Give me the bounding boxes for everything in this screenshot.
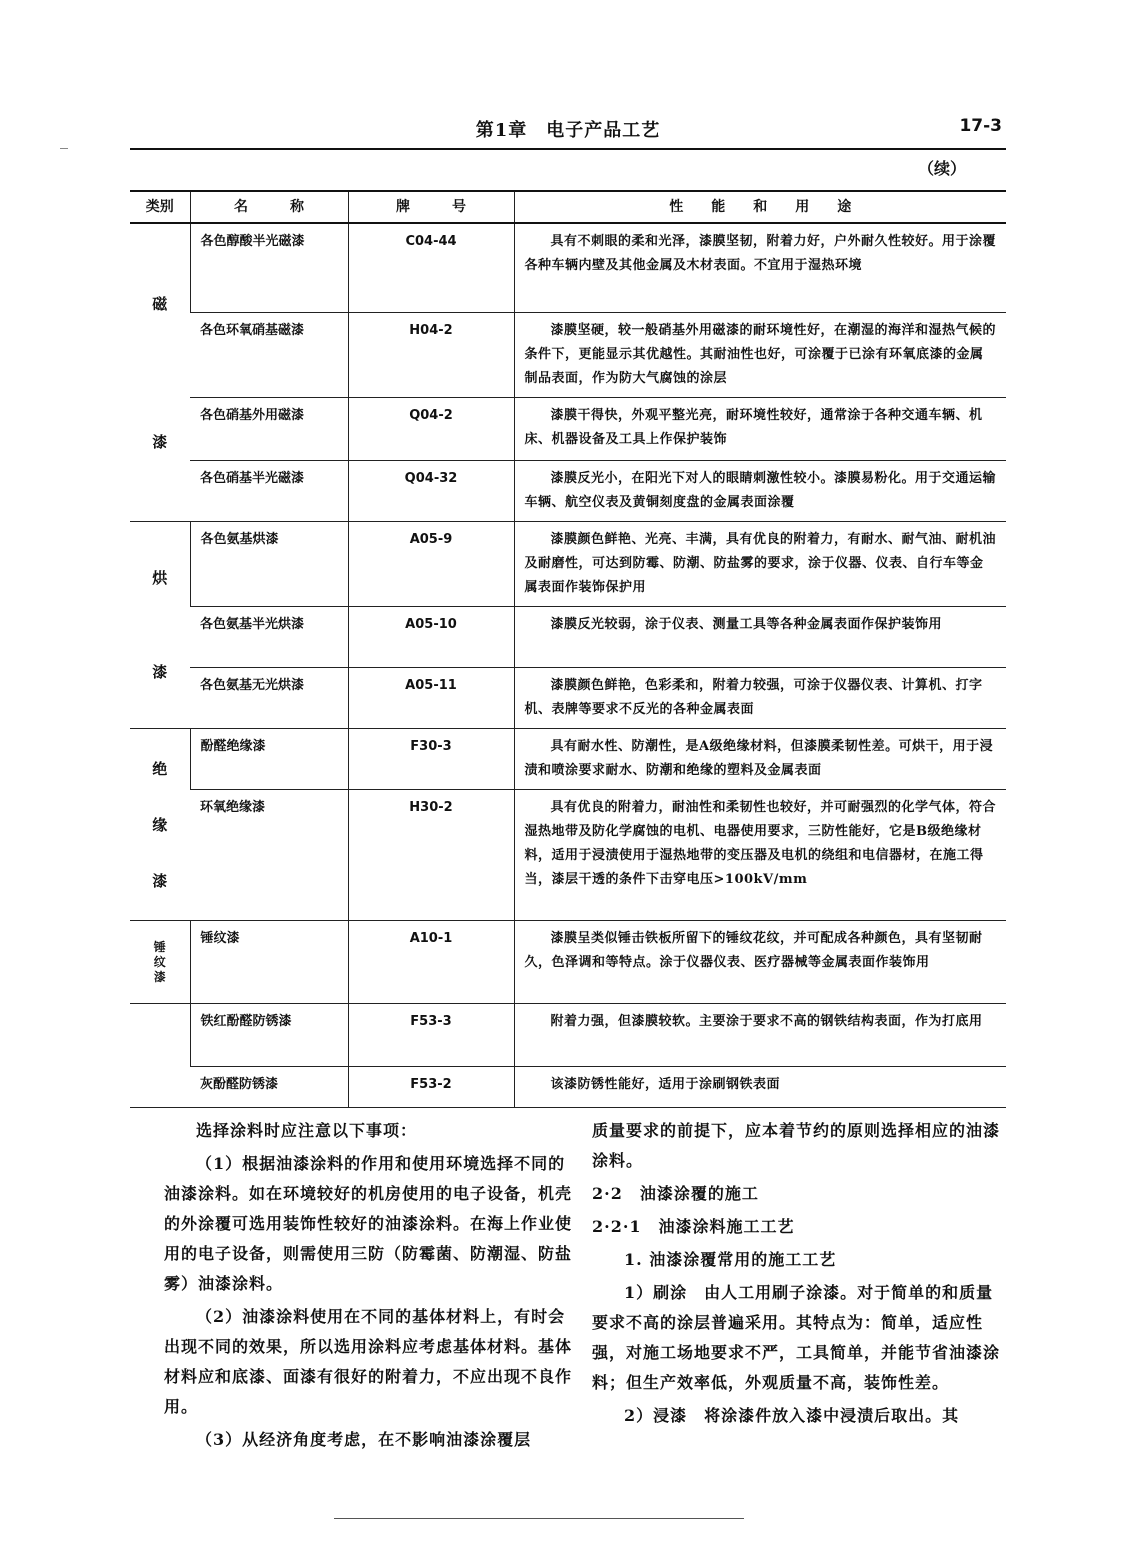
- table-row: [130, 607, 1006, 668]
- body-paragraph: 选择涂料时应注意以下事项：: [196, 1121, 418, 1140]
- table-row: [130, 1067, 1006, 1108]
- paint-description-cell: 具有耐水性、防潮性，是A级绝缘材料，但漆膜柔韧性差。可烘干，用于浸渍和喷涂要求耐水、防潮和绝缘的塑料及金属表面: [514, 729, 1006, 790]
- section-heading: 2·2 油漆涂覆的施工: [592, 1184, 759, 1203]
- paint-code-cell: A10-1: [348, 921, 514, 1004]
- table-row: [130, 790, 1006, 921]
- paint-description-cell: 漆膜呈类似锤击铁板所留下的锤纹花纹，并可配成各种颜色，具有坚韧耐久，色泽调和等特点。涂于仪器仪表、医疗器械等金属表面作装饰用: [514, 921, 1006, 1004]
- footer-rule: [334, 1518, 744, 1519]
- paint-code-cell: C04-44: [348, 223, 514, 313]
- category-cell: [130, 223, 190, 522]
- header-category: 类别: [130, 191, 190, 223]
- category-char: 绝: [152, 759, 168, 778]
- body-paragraph: 质量要求的前提下，应本着节约的原则选择相应的油漆涂料。: [592, 1121, 1001, 1170]
- paint-description-cell: 附着力强，但漆膜较软。主要涂于要求不高的钢铁结构表面，作为打底用: [514, 1004, 1006, 1067]
- paint-name-cell: 各色环氧硝基磁漆: [190, 313, 348, 398]
- category-char: 纹: [153, 954, 166, 969]
- header-code: 牌 号: [348, 191, 514, 223]
- paint-description-cell: 具有优良的附着力，耐油性和柔韧性也较好，并可耐强烈的化学气体，符合湿热地带及防化学腐蚀的电机、电器使用要求，三防性能好，它是B级绝缘材料，适用于浸渍使用于湿热地带的变压器及电机的绕组和电信器材，在施工得当，漆层干透的条件下击穿电压>100kV/mm: [514, 790, 1006, 921]
- paint-description-cell: 具有不刺眼的柔和光泽，漆膜坚韧，附着力好，户外耐久性较好。用于涂覆各种车辆内壁及其他金属及木材表面。不宜用于湿热环境: [514, 223, 1006, 313]
- body-paragraph: （2）油漆涂料使用在不同的基体材料上，有时会出现不同的效果，所以选用涂料应考虑基体材料。基体材料应和底漆、面漆有很好的附着力，不应出现不良作用。: [164, 1307, 573, 1416]
- paint-name-cell: 酚醛绝缘漆: [190, 729, 348, 790]
- paint-name-cell: 各色硝基半光磁漆: [190, 461, 348, 522]
- category-char: 漆: [153, 969, 166, 984]
- paint-name-cell: 铁红酚醛防锈漆: [190, 1004, 348, 1067]
- paint-name-cell: 灰酚醛防锈漆: [190, 1067, 348, 1108]
- scan-speck: [60, 148, 68, 149]
- page-number: 17-3: [959, 116, 1002, 136]
- category-char: 漆: [152, 871, 168, 890]
- category-char: 锤: [153, 939, 166, 954]
- table-row: [130, 1004, 1006, 1067]
- table-row: [130, 461, 1006, 522]
- category-char: 缘: [152, 815, 168, 834]
- body-paragraph: 2）浸漆 将涂漆件放入漆中浸渍后取出。其: [624, 1406, 960, 1425]
- paint-code-cell: H30-2: [348, 790, 514, 921]
- body-paragraph: 1）刷涂 由人工用刷子涂漆。对于简单的和质量要求不高的涂层普遍采用。其特点为：简单，适应性强，对施工场地要求不严，工具简单，并能节省油漆涂料；但生产效率低，外观质量不高，装饰性差。: [592, 1283, 1001, 1392]
- category-cell: [130, 729, 190, 921]
- section-heading: 2·2·1 油漆涂料施工工艺: [592, 1217, 795, 1236]
- category-char: 磁: [152, 294, 168, 313]
- paint-description-cell: 该漆防锈性能好，适用于涂刷钢铁表面: [514, 1067, 1006, 1108]
- right-text-column: [592, 1116, 1004, 1434]
- header-name: 名 称: [190, 191, 348, 223]
- table-body: [130, 223, 1006, 1108]
- paint-code-cell: Q04-32: [348, 461, 514, 522]
- table-row: [130, 313, 1006, 398]
- paint-code-cell: F53-3: [348, 1004, 514, 1067]
- paint-name-cell: 各色氨基烘漆: [190, 522, 348, 607]
- header-properties: 性 能 和 用 途: [514, 191, 1006, 223]
- table-row: [130, 398, 1006, 461]
- paint-code-cell: A05-9: [348, 522, 514, 607]
- paint-code-cell: A05-11: [348, 668, 514, 729]
- table-row: [130, 522, 1006, 607]
- chapter-title: 第1章 电子产品工艺: [475, 120, 661, 141]
- paint-code-cell: F53-2: [348, 1067, 514, 1108]
- paint-description-cell: 漆膜反光小，在阳光下对人的眼睛刺激性较小。漆膜易粉化。用于交通运输车辆、航空仪表及黄铜刻度盘的金属表面涂覆: [514, 461, 1006, 522]
- table-row: [130, 668, 1006, 729]
- paint-name-cell: 各色硝基外用磁漆: [190, 398, 348, 461]
- left-text-column: [164, 1116, 576, 1458]
- table-header-row: [130, 191, 1006, 223]
- category-cell: [130, 522, 190, 729]
- paint-name-cell: 各色氨基无光烘漆: [190, 668, 348, 729]
- paint-description-cell: 漆膜颜色鲜艳、光亮、丰满，具有优良的附着力，有耐水、耐气油、耐机油及耐磨性，可达到防霉、防潮、防盐雾的要求，涂于仪器、仪表、自行车等金属表面作装饰保护用: [514, 522, 1006, 607]
- paint-name-cell: 环氧绝缘漆: [190, 790, 348, 921]
- paint-description-cell: 漆膜颜色鲜艳，色彩柔和，附着力较强，可涂于仪器仪表、计算机、打字机、表牌等要求不反光的各种金属表面: [514, 668, 1006, 729]
- paint-code-cell: Q04-2: [348, 398, 514, 461]
- category-cell: [130, 1004, 190, 1108]
- table-row: [130, 223, 1006, 313]
- category-char: 漆: [152, 432, 168, 451]
- paint-code-cell: A05-10: [348, 607, 514, 668]
- paint-code-cell: H04-2: [348, 313, 514, 398]
- paint-name-cell: 各色醇酸半光磁漆: [190, 223, 348, 313]
- paint-name-cell: 锤纹漆: [190, 921, 348, 1004]
- body-paragraph: 1. 油漆涂覆常用的施工工艺: [624, 1250, 837, 1269]
- paint-description-cell: 漆膜反光较弱，涂于仪表、测量工具等各种金属表面作保护装饰用: [514, 607, 1006, 668]
- category-char: 烘: [152, 569, 168, 588]
- paint-code-cell: F30-3: [348, 729, 514, 790]
- paint-name-cell: 各色氨基半光烘漆: [190, 607, 348, 668]
- page-header: [130, 112, 1006, 150]
- body-paragraph: （3）从经济角度考虑，在不影响油漆涂覆层: [196, 1430, 532, 1449]
- paint-description-cell: 漆膜坚硬，较一般硝基外用磁漆的耐环境性好，在潮湿的海洋和湿热气候的条件下，更能显示其优越性。其耐油性也好，可涂覆于已涂有环氧底漆的金属制品表面，作为防大气腐蚀的涂层: [514, 313, 1006, 398]
- paint-table: [130, 190, 1006, 1108]
- table-row: [130, 729, 1006, 790]
- table-row: [130, 921, 1006, 1004]
- continued-label: （续）: [918, 159, 967, 178]
- body-paragraph: （1）根据油漆涂料的作用和使用环境选择不同的油漆涂料。如在环境较好的机房使用的电子设备，机壳的外涂覆可选用装饰性较好的油漆涂料。在海上作业使用的电子设备，则需使用三防（防霉菌、防潮湿、防盐雾）油漆涂料。: [164, 1154, 573, 1293]
- category-char: 漆: [152, 662, 168, 681]
- category-cell: [130, 921, 190, 1004]
- paint-description-cell: 漆膜干得快，外观平整光亮，耐环境性较好，通常涂于各种交通车辆、机床、机器设备及工具上作保护装饰: [514, 398, 1006, 461]
